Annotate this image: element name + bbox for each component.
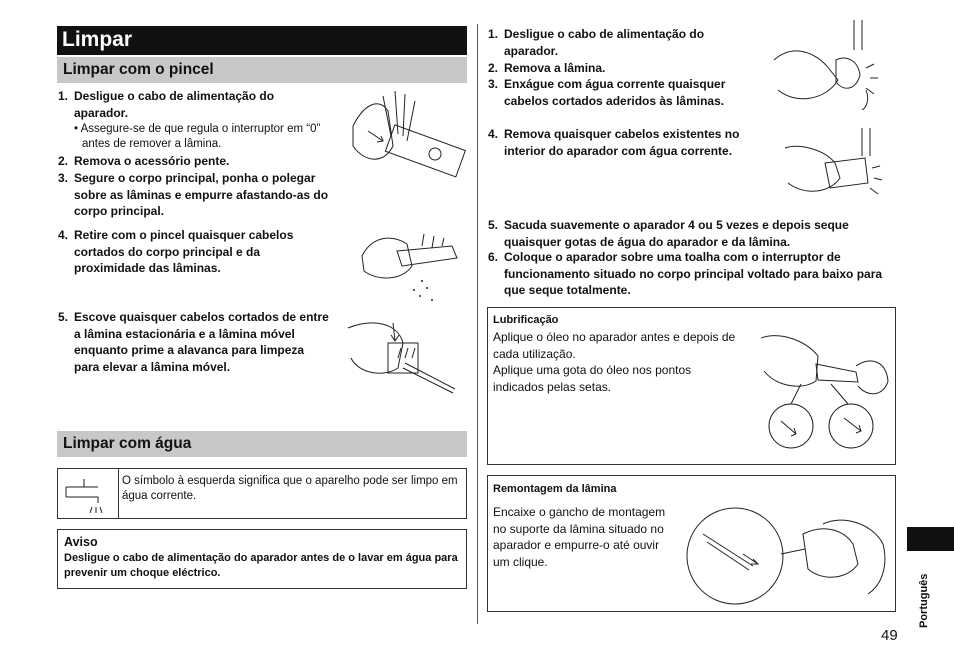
brush-between-blades-illustration bbox=[343, 313, 467, 401]
page-number: 49 bbox=[881, 627, 898, 644]
step-number: 4. bbox=[58, 228, 69, 242]
step-text: Desligue o cabo de alimentação do aparador. bbox=[504, 27, 705, 58]
brush-step-1 bbox=[58, 88, 318, 121]
reassembly-text: Encaixe o gancho de montagem no suporte da lâmina situado no aparador e empurre-o até ouvir um clique. bbox=[493, 505, 666, 569]
brush-step-5 bbox=[58, 309, 332, 375]
oil-application-illustration bbox=[756, 326, 892, 460]
warning-box bbox=[57, 529, 467, 589]
step-number: 1. bbox=[58, 89, 69, 103]
brush-step-3 bbox=[58, 170, 346, 220]
brush-cleaning-illustration bbox=[352, 226, 464, 308]
step-number: 3. bbox=[488, 77, 499, 91]
step-text: Segure o corpo principal, ponha o polegar sobre as lâminas e empurre afastando-as do corpo principal. bbox=[74, 171, 329, 218]
lubrication-box bbox=[487, 307, 896, 465]
brush-step-4 bbox=[58, 227, 328, 277]
step-number: 4. bbox=[488, 127, 499, 141]
step-text: Escove quaisquer cabelos cortados de entre a lâmina estacionária e a lâmina móvel enquanto prime a alavanca para limpeza para elevar a lâmina móvel. bbox=[74, 310, 329, 374]
section-heading-brush: Limpar com o pincel bbox=[57, 57, 467, 83]
step-text: Desligue o cabo de alimentação do aparador. bbox=[74, 89, 275, 120]
running-water-icon bbox=[62, 473, 114, 515]
water-step-6 bbox=[488, 249, 898, 299]
water-step-5 bbox=[488, 217, 898, 250]
step-number: 2. bbox=[58, 154, 69, 168]
hand-removing-blade-illustration bbox=[343, 86, 467, 186]
reassembly-title: Remontagem da lâmina bbox=[493, 483, 617, 495]
step-text: Remova a lâmina. bbox=[504, 61, 606, 75]
section-heading-water: Limpar com água bbox=[57, 431, 467, 457]
language-tab bbox=[907, 527, 954, 551]
step-text: Remova quaisquer cabelos existentes no interior do aparador com água corrente. bbox=[504, 127, 740, 158]
brush-step-2 bbox=[58, 153, 348, 170]
step-text: Enxágue com água corrente quaisquer cabelos cortados aderidos às lâminas. bbox=[504, 77, 726, 108]
step-number: 6. bbox=[488, 250, 499, 264]
step-number: 3. bbox=[58, 171, 69, 185]
language-label: Português bbox=[918, 573, 930, 628]
step-number: 5. bbox=[58, 310, 69, 324]
step-number: 1. bbox=[488, 27, 499, 41]
step-number: 2. bbox=[488, 61, 499, 75]
warning-title: Aviso bbox=[64, 535, 98, 549]
step-text: Remova o acessório pente. bbox=[74, 154, 230, 168]
step-text: Coloque o aparador sobre uma toalha com o interruptor de funcionamento situado no corpo principal voltado para baixo para que seque totalmente. bbox=[504, 250, 883, 297]
blade-reattach-illustration bbox=[683, 504, 893, 610]
lubrication-line-1: Aplique o óleo no aparador antes e depois de cada utilização. bbox=[493, 330, 736, 361]
water-step-1 bbox=[488, 26, 748, 59]
step-text: Sacuda suavemente o aparador 4 ou 5 vezes e depois seque quaisquer gotas de água do aparador e da lâmina. bbox=[504, 218, 849, 249]
step-number: 5. bbox=[488, 218, 499, 232]
rinse-blade-illustration bbox=[766, 20, 886, 110]
lubrication-title: Lubrificação bbox=[493, 314, 559, 326]
rinse-interior-illustration bbox=[780, 128, 890, 206]
brush-step-1-note: • Assegure-se de que regula o interruptor em “0” antes de remover a lâmina. bbox=[74, 123, 321, 150]
water-step-4 bbox=[488, 126, 773, 159]
water-symbol-text: O símbolo à esquerda significa que o aparelho pode ser limpo em água corrente. bbox=[122, 475, 458, 502]
step-text: Retire com o pincel quaisquer cabelos cortados do corpo principal e da proximidade das lâminas. bbox=[74, 228, 294, 275]
reassembly-box bbox=[487, 475, 896, 612]
column-divider bbox=[477, 24, 478, 624]
water-symbol-box bbox=[57, 468, 467, 519]
water-step-2 bbox=[488, 60, 748, 77]
warning-text: Desligue o cabo de alimentação do aparador antes de o lavar em água para prevenir um choque eléctrico. bbox=[64, 552, 458, 579]
lubrication-line-2: Aplique uma gota do óleo nos pontos indicados pelas setas. bbox=[493, 363, 692, 394]
page-title: Limpar bbox=[57, 26, 467, 55]
water-step-3 bbox=[488, 76, 760, 109]
